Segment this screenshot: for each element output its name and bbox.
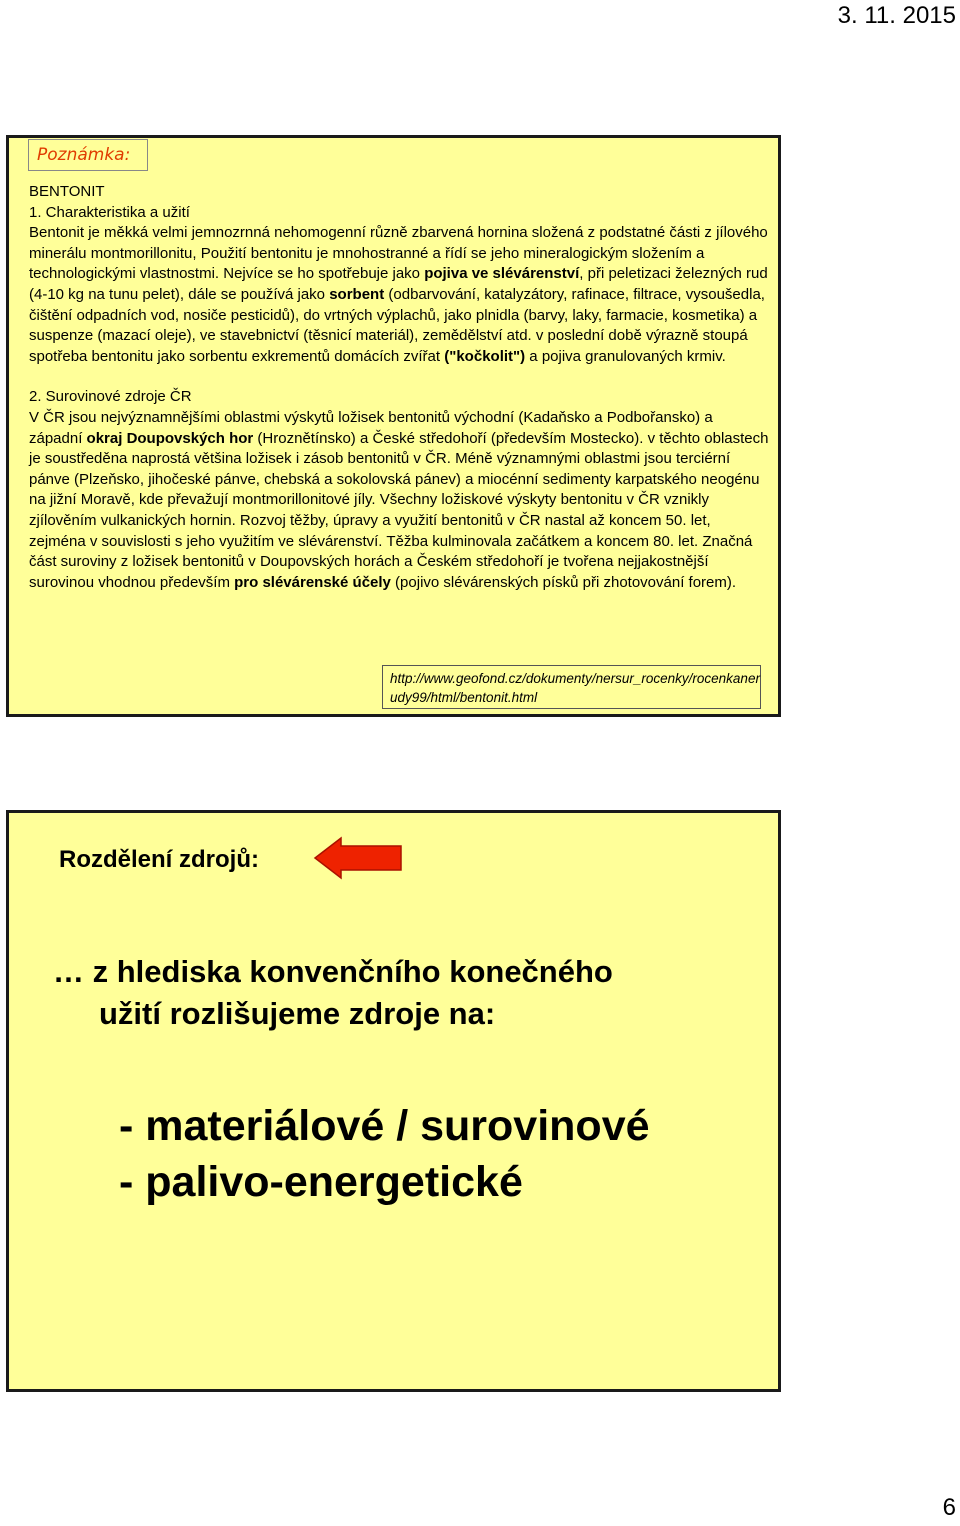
slide-body <box>29 182 769 593</box>
page-number: 6 <box>942 1494 956 1521</box>
source-url[interactable]: http://www.geofond.cz/dokumenty/nersur_rocenky/rocenkanerudy99/html/bentonit.html <box>382 665 761 709</box>
arrow-left-icon <box>313 836 403 880</box>
paragraph-2: V ČR jsou nejvýznamnějšími oblastmi výskytů ložisek bentonitů východní (Kadaňsko a Podbořansko) a západní okraj Doupovských hor (Hroznětínsko) a České středohoří (především Mostecko). v těchto oblastech je soustředěna naprostá většina ložisek i zásob bentonitů v ČR. Méně významnými oblastmi jsou terciérní pánve (Plzeňsko, jihočeské pánve, chebská a sokolovská pánev) a miocénní sedimenty karpatského neogénu na jižní Moravě, kde převažují montmorillonitové jíly. Všechny ložiskové výskyty bentonitu v ČR vznikly zjílověním vulkanických hornin. Rozvoj těžby, úpravy a využití bentonitů v ČR nastal až koncem 50. let, zejména v souvislosti s jeho využitím ve slévárenství. Těžba kulminovala začátkem a koncem 80. let. Značná část suroviny z ložisek bentonitů v Doupovských horách a Českém středohoří je tvořena nejjakostnější surovinou vhodnou především pro slévárenské účely (pojivo slévárenských písků při zhotovování forem). <box>29 408 769 591</box>
slide-subtitle <box>53 951 613 1035</box>
resource-list <box>119 1098 650 1210</box>
slide-rozdeleni-zdroju <box>6 810 781 1392</box>
subtitle-line-2: užití rozlišujeme zdroje na: <box>99 996 496 1031</box>
slide-title: BENTONIT <box>29 183 105 200</box>
date-header: 3. 11. 2015 <box>837 2 956 29</box>
list-item: - palivo-energetické <box>119 1158 523 1206</box>
section-heading-2: 2. Surovinové zdroje ČR <box>29 388 192 406</box>
slide-bentonit <box>6 135 781 717</box>
section-heading-1: 1. Charakteristika a užití <box>29 203 190 221</box>
note-label: Poznámka: <box>28 139 148 171</box>
list-item: - materiálové / surovinové <box>119 1102 650 1150</box>
subtitle-line-1: … z hlediska konvenčního konečného <box>53 954 613 989</box>
paragraph-1: Bentonit je měkká velmi jemnozrnná nehomogenní různě zbarvená hornina složená z podstatné části z jílového minerálu montmorillonitu, Použití bentonitu je mnohostranné a řídí se jeho mineralogickým složením a technologickými vlastnostmi. Nejvíce se ho spotřebuje jako pojiva ve slévárenství, při peletizaci železných rud (4-10 kg na tunu pelet), dále se používá jako sorbent (odbarvování, katalyzátory, rafinace, filtrace, vysoušedla, čištění odpadních vod, nosiče pesticidů), do vrtných výplachů, jako plnidla (barvy, laky, farmacie, kosmetika) a suspenze (mazací oleje), ve stavebnictví (těsnicí materiál), zemědělství atd. v poslední době výrazně stoupá spotřeba bentonitu jako sorbentu exkrementů domácích zvířat ("kočkolit") a pojiva granulovaných krmiv. <box>29 224 768 365</box>
slide-title: Rozdělení zdrojů: <box>59 846 259 873</box>
